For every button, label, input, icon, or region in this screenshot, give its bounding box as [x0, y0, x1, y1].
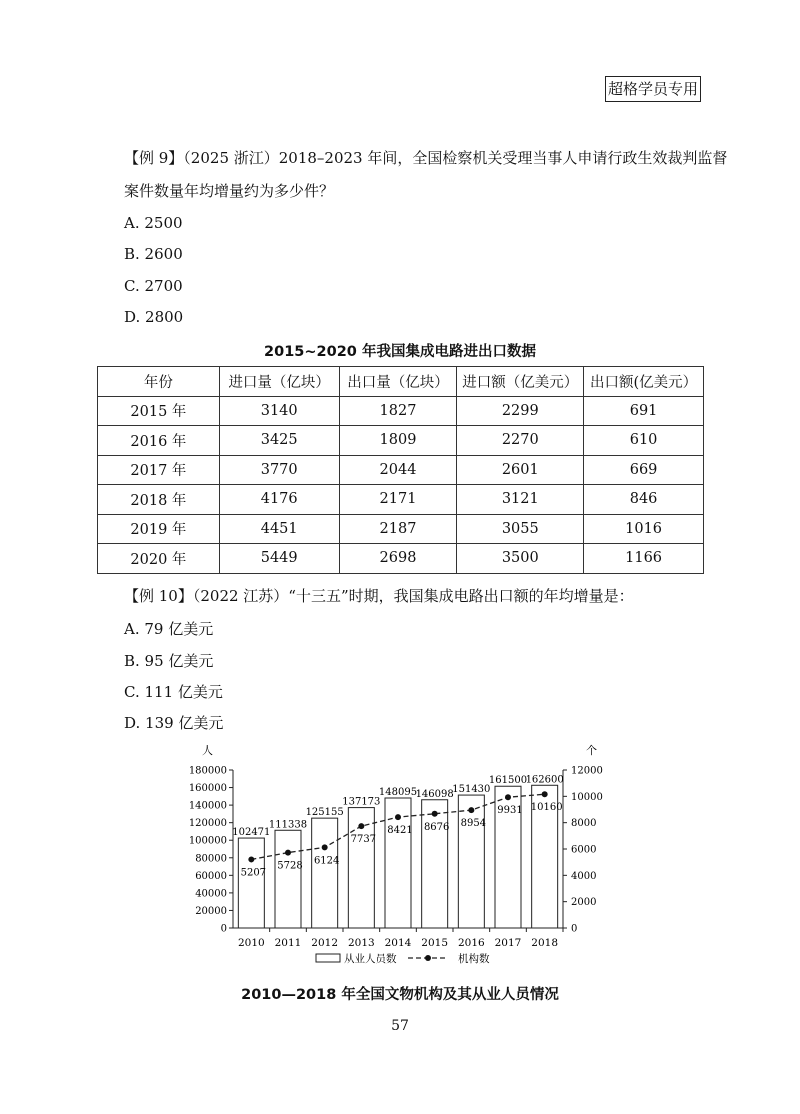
table-row — [98, 514, 704, 544]
header-import-volume: 进口量（亿块） — [219, 367, 339, 397]
table-row — [98, 455, 704, 485]
institution-value-label: 8421 — [387, 825, 413, 837]
left-tick-label: 180000 — [188, 765, 227, 777]
institution-value-label: 9931 — [497, 805, 523, 817]
q10-option-d: D. 139 亿美元 — [124, 714, 224, 732]
institution-value-label: 8676 — [423, 821, 450, 833]
x-tick-label: 2017 — [494, 937, 522, 949]
cell: 2601 — [457, 455, 584, 485]
left-tick-label: 40000 — [195, 888, 227, 900]
institution-value-label: 10160 — [530, 802, 563, 814]
cell: 3140 — [219, 396, 339, 426]
right-unit-label: 个 — [586, 744, 597, 757]
bar — [458, 795, 487, 928]
x-tick-label: 2012 — [311, 937, 339, 949]
left-tick-label: 120000 — [188, 818, 227, 830]
left-tick-label: 20000 — [195, 905, 227, 917]
ic-trade-table — [97, 366, 704, 574]
cell: 2044 — [339, 455, 457, 485]
q9-option-b: B. 2600 — [124, 245, 183, 263]
bar-value-label: 146098 — [415, 788, 454, 800]
cell: 2020 年 — [98, 544, 220, 574]
cell: 2017 年 — [98, 455, 220, 485]
q10-option-b: B. 95 亿美元 — [124, 652, 214, 670]
table-title: 2015~2020 年我国集成电路进出口数据 — [264, 344, 536, 360]
left-unit-label: 人 — [202, 744, 213, 757]
bar — [312, 818, 338, 928]
q9-option-c: C. 2700 — [124, 277, 183, 295]
right-tick-label: 10000 — [571, 791, 603, 803]
left-tick-label: 60000 — [195, 870, 227, 882]
table-row — [98, 544, 704, 574]
institution-point — [248, 856, 254, 862]
page-number: 57 — [391, 1018, 409, 1034]
cell: 3770 — [219, 455, 339, 485]
q10-option-c: C. 111 亿美元 — [124, 683, 223, 701]
cell: 2171 — [339, 485, 457, 515]
header-year: 年份 — [98, 367, 220, 397]
left-tick-label: 160000 — [188, 783, 227, 795]
institution-point — [285, 850, 291, 856]
cell: 2187 — [339, 514, 457, 544]
cell: 1809 — [339, 426, 457, 456]
institution-point — [505, 794, 511, 800]
cultural-relics-chart — [0, 740, 800, 980]
institution-value-label: 6124 — [313, 855, 340, 867]
left-tick-label: 0 — [220, 923, 227, 935]
cell: 2016 年 — [98, 426, 220, 456]
cell: 4451 — [219, 514, 339, 544]
chart-title: 2010—2018 年全国文物机构及其从业人员情况 — [241, 987, 559, 1003]
cell: 1827 — [339, 396, 457, 426]
cell: 2698 — [339, 544, 457, 574]
institution-value-label: 8954 — [460, 818, 487, 830]
cell: 610 — [584, 426, 704, 456]
left-tick-label: 100000 — [188, 835, 227, 847]
cell: 3425 — [219, 426, 339, 456]
left-tick-label: 80000 — [195, 853, 227, 865]
student-only-badge: 超格学员专用 — [605, 76, 701, 102]
right-tick-label: 4000 — [571, 870, 597, 882]
x-tick-label: 2011 — [274, 937, 302, 949]
table-header-row — [98, 367, 704, 397]
cell: 691 — [584, 396, 704, 426]
x-tick-label: 2015 — [421, 937, 449, 949]
bar — [422, 800, 448, 928]
legend-bar-swatch — [316, 954, 340, 962]
institution-point — [432, 811, 438, 817]
cell: 1166 — [584, 544, 704, 574]
x-tick-label: 2014 — [384, 937, 412, 949]
bar-value-label: 125155 — [305, 807, 344, 819]
x-tick-label: 2016 — [457, 937, 485, 949]
header-import-value: 进口额（亿美元） — [457, 367, 584, 397]
cell: 846 — [584, 485, 704, 515]
institution-point — [542, 791, 548, 797]
legend-bar-label: 从业人员数 — [344, 953, 397, 965]
table-row — [98, 396, 704, 426]
right-tick-label: 6000 — [571, 844, 597, 856]
cell: 5449 — [219, 544, 339, 574]
q10-stem: 【例 10】（2022 江苏）“十三五”时期，我国集成电路出口额的年均增量是： — [124, 587, 634, 605]
left-tick-label: 140000 — [188, 800, 227, 812]
bar-value-label: 102471 — [232, 827, 271, 839]
institution-point — [358, 823, 364, 829]
bar-value-label: 161500 — [488, 775, 528, 787]
legend-line-label: 机构数 — [458, 953, 490, 965]
cell: 2299 — [457, 396, 584, 426]
institution-point — [322, 844, 328, 850]
institution-value-label: 5728 — [277, 860, 303, 872]
q9-option-d: D. 2800 — [124, 308, 184, 326]
table-row — [98, 485, 704, 515]
q9-stem-line1: 【例 9】（2025 浙江）2018–2023 年间，全国检察机关受理当事人申请行政生效裁判监督 — [124, 149, 728, 167]
bar-value-label: 151430 — [452, 784, 491, 796]
q9-option-a: A. 2500 — [124, 214, 183, 232]
right-tick-label: 8000 — [571, 818, 597, 830]
bar — [275, 830, 301, 928]
bar — [238, 838, 267, 928]
header-export-value: 出口额(亿美元） — [584, 367, 704, 397]
cell: 2015 年 — [98, 396, 220, 426]
cell: 669 — [584, 455, 704, 485]
institution-point — [468, 807, 474, 813]
institution-value-label: 7737 — [350, 834, 377, 846]
institution-point — [395, 814, 401, 820]
cell: 2018 年 — [98, 485, 220, 515]
right-tick-label: 12000 — [571, 765, 603, 777]
cell: 3055 — [457, 514, 584, 544]
x-tick-label: 2010 — [237, 937, 265, 949]
institution-value-label: 5207 — [240, 867, 267, 879]
table-row — [98, 426, 704, 456]
legend-line-marker — [425, 955, 431, 961]
right-tick-label: 0 — [571, 923, 578, 935]
cell: 2270 — [457, 426, 584, 456]
q10-option-a: A. 79 亿美元 — [124, 620, 214, 638]
bar-value-label: 111338 — [268, 819, 308, 831]
header-export-volume: 出口量（亿块） — [339, 367, 457, 397]
cell: 4176 — [219, 485, 339, 515]
q9-stem-line2: 案件数量年均增量约为多少件？ — [124, 182, 335, 200]
x-tick-label: 2013 — [347, 937, 375, 949]
cell: 1016 — [584, 514, 704, 544]
x-tick-label: 2018 — [531, 937, 559, 949]
cell: 2019 年 — [98, 514, 220, 544]
cell: 3121 — [457, 485, 584, 515]
cell: 3500 — [457, 544, 584, 574]
right-tick-label: 2000 — [571, 897, 597, 909]
bar-value-label: 137173 — [342, 796, 381, 808]
bar-value-label: 162600 — [525, 774, 564, 786]
bar-value-label: 148095 — [378, 787, 418, 799]
